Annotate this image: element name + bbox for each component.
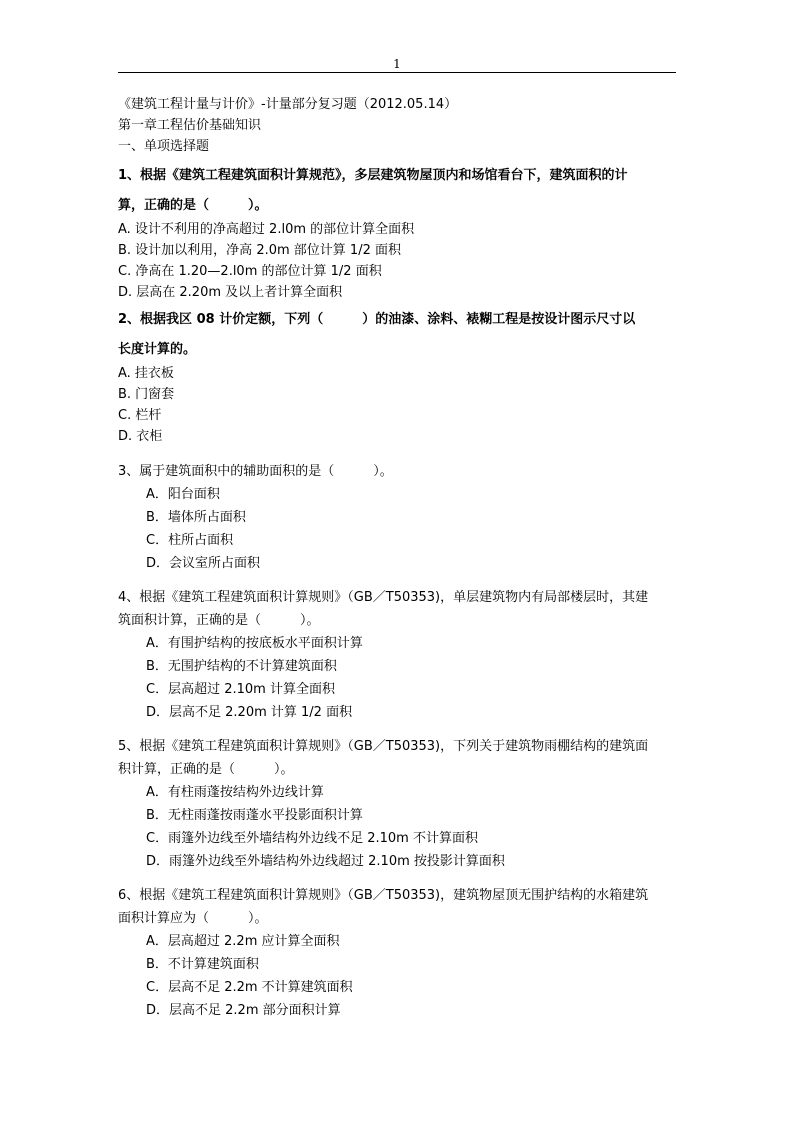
question-3 [118, 460, 683, 575]
question-text: 筑面积计算，正确的是（ ）。 [118, 613, 320, 628]
option-a: A．层高超过 2.2m 应计算全面积 [146, 934, 340, 949]
option-d: D. 衣柜 [118, 429, 163, 444]
question-4 [118, 586, 683, 724]
option-a: A．有围护结构的按底板水平面积计算 [146, 636, 363, 651]
option-c: C．雨篷外边线至外墙结构外边线不足 2.10m 不计算面积 [146, 831, 478, 846]
question-text: 5、根据《建筑工程建筑面积计算规则》（GB／T50353)，下列关于建筑物雨棚结构的建筑面 [118, 739, 649, 754]
option-a: A. 挂衣板 [118, 366, 174, 381]
document-body [118, 94, 683, 1022]
question-6 [118, 884, 683, 1022]
question-text: 积计算，正确的是（ ）。 [118, 762, 294, 777]
option-c: C. 净高在 1.20—2.l0m 的部位计算 1/2 面积 [118, 264, 382, 279]
question-2 [118, 307, 683, 447]
chapter-heading: 第一章工程估价基础知识 [118, 118, 262, 133]
option-d: D．会议室所占面积 [146, 556, 261, 571]
option-c: C．柱所占面积 [146, 533, 234, 548]
page-number: 1 [393, 57, 401, 71]
question-text: 4、根据《建筑工程建筑面积计算规则》（GB／T50353)，单层建筑物内有局部楼层时，其建 [118, 590, 649, 605]
option-b: B．无柱雨蓬按雨蓬水平投影面积计算 [146, 808, 363, 823]
option-c: C. 栏杆 [118, 408, 162, 423]
option-d: D．层高不足 2.20m 计算 1/2 面积 [146, 705, 353, 720]
question-text: 3、属于建筑面积中的辅助面积的是（ ）。 [118, 464, 393, 479]
option-b: B. 门窗套 [118, 387, 175, 402]
option-b: B．无围护结构的不计算建筑面积 [146, 659, 337, 674]
option-c: C．层高不足 2.2m 不计算建筑面积 [146, 980, 353, 995]
option-c: C．层高超过 2.10m 计算全面积 [146, 682, 335, 697]
option-b: B．墙体所占面积 [146, 510, 246, 525]
header-rule [118, 72, 676, 73]
option-b: B．不计算建筑面积 [146, 957, 259, 972]
option-d: D. 层高在 2.20m 及以上者计算全面积 [118, 285, 343, 300]
question-text: 1、根据《建筑工程建筑面积计算规范》，多层建筑物屋顶内和场馆看台下，建筑面积的计 [118, 168, 628, 183]
question-text: 长度计算的。 [118, 342, 197, 357]
question-1 [118, 163, 683, 303]
question-text: 算，正确的是（ ）。 [118, 198, 268, 213]
question-text: 2、根据我区 08 计价定额，下列（ ）的油漆、涂料、裱糊工程是按设计图示尺寸以 [118, 312, 636, 327]
section-heading: 一、单项选择题 [118, 139, 210, 154]
option-d: D．层高不足 2.2m 部分面积计算 [146, 1003, 341, 1018]
question-text: 6、根据《建筑工程建筑面积计算规则》（GB／T50353)，建筑物屋顶无围护结构的水箱建筑 [118, 888, 649, 903]
document-title: 《建筑工程计量与计价》-计量部分复习题（2012.05.14） [118, 97, 458, 112]
option-a: A．有柱雨蓬按结构外边线计算 [146, 785, 324, 800]
option-d: D．雨篷外边线至外墙结构外边线超过 2.10m 按投影计算面积 [146, 854, 505, 869]
option-a: A. 设计不利用的净高超过 2.l0m 的部位计算全面积 [118, 222, 415, 237]
question-5 [118, 735, 683, 873]
option-b: B. 设计加以利用，净高 2.0m 部位计算 1/2 面积 [118, 243, 401, 258]
question-text: 面积计算应为（ ）。 [118, 911, 268, 926]
option-a: A．阳台面积 [146, 487, 220, 502]
